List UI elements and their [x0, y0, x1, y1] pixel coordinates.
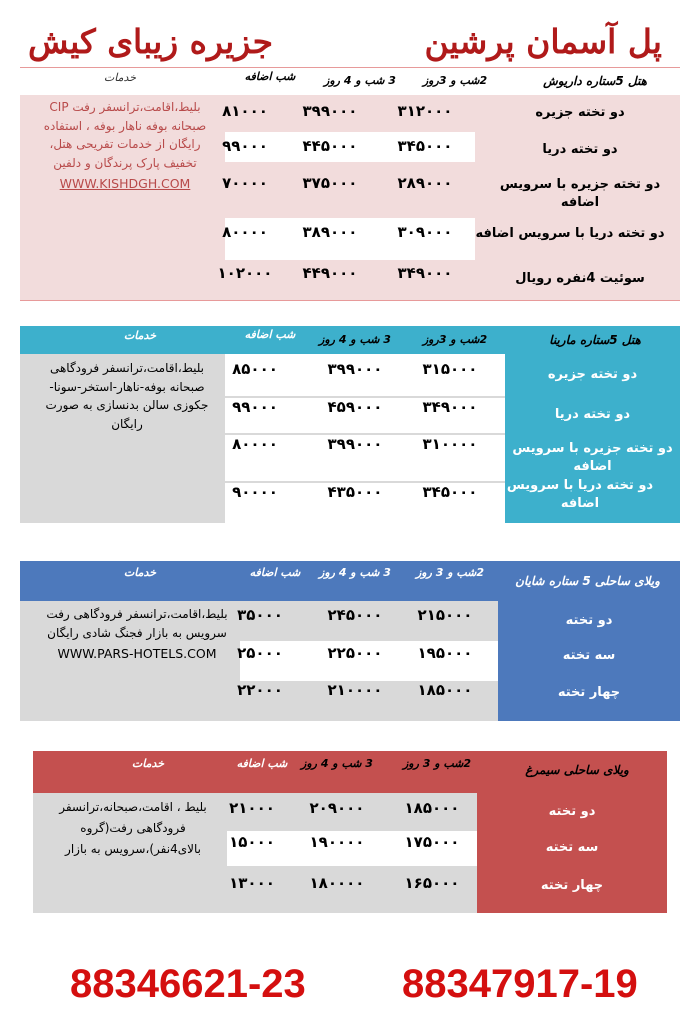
section-header: [20, 561, 680, 601]
table-row: [20, 477, 680, 523]
price-3n4d: ۳۹۹۰۰۰: [327, 360, 383, 378]
header-hotel: ویلای ساحلی سیمرغ: [525, 763, 629, 777]
section-header: [20, 68, 680, 94]
header-col2: 3 شب و 4 روز: [324, 74, 396, 87]
price-2n3d: ۳۱۵۰۰۰: [422, 360, 478, 378]
row-name: دو تخته: [548, 803, 596, 819]
price-2n3d: ۳۴۹۰۰۰: [397, 264, 453, 282]
header-col1: 2شب و 3 روز: [415, 566, 485, 579]
price-3n4d: ۴۳۵۰۰۰: [327, 483, 383, 501]
row-name: دو تخته دریا: [542, 142, 618, 158]
row-name: دو تخته جزیره: [535, 105, 625, 121]
price-extra-night: ۳۵۰۰۰: [237, 606, 283, 624]
section-simorgh: [33, 751, 667, 913]
price-2n3d: ۳۴۹۰۰۰: [422, 398, 478, 416]
row-name: دو تخته جزیره با سرویس اضافه: [512, 440, 673, 474]
section-shayan: [20, 561, 680, 721]
row-name: سوئیت 4نفره رویال: [515, 270, 645, 286]
price-extra-night: ۷۰۰۰۰: [222, 174, 268, 192]
price-extra-night: ۸۱۰۰۰: [222, 102, 268, 120]
price-extra-night: ۹۰۰۰۰: [232, 483, 278, 501]
header-hotel: هتل 5ستاره داریوش: [543, 74, 647, 88]
table-row: [20, 681, 680, 721]
section-marina: [20, 326, 680, 523]
price-2n3d: ۱۷۵۰۰۰: [404, 833, 460, 851]
page-title-right: پل آسمان پرشین: [424, 22, 662, 61]
row-name: دو تخته: [565, 612, 613, 628]
price-2n3d: ۳۱۰۰۰۰: [422, 435, 478, 453]
row-name: دو تخته جزیره با سرویس اضافه: [499, 176, 661, 210]
price-3n4d: ۴۴۵۰۰۰: [302, 137, 358, 155]
price-3n4d: ۱۹۰۰۰۰: [309, 833, 365, 851]
row-name: دو تخته دریا: [554, 407, 631, 423]
price-extra-night: ۸۰۰۰۰: [222, 223, 268, 241]
header-col1: 2شب و 3 روز: [402, 757, 472, 770]
header-hotel: ویلای ساحلی 5 ستاره شایان: [515, 574, 660, 588]
price-2n3d: ۲۱۵۰۰۰: [417, 606, 473, 624]
row-name: چهار تخته: [540, 877, 604, 893]
price-3n4d: ۴۴۹۰۰۰: [302, 264, 358, 282]
header-services: خدمات: [123, 329, 157, 342]
section-dariush: [20, 67, 680, 301]
header-col2: 3 شب و 4 روز: [319, 333, 391, 346]
price-2n3d: ۲۸۹۰۰۰: [397, 174, 453, 192]
price-3n4d: ۳۸۹۰۰۰: [302, 223, 358, 241]
phone-left[interactable]: 88346621-23: [70, 962, 306, 1006]
table-row: [20, 259, 680, 299]
price-3n4d: ۲۰۹۰۰۰: [309, 799, 365, 817]
price-2n3d: ۳۴۵۰۰۰: [397, 137, 453, 155]
price-extra-night: ۲۲۰۰۰: [237, 681, 283, 699]
row-name: سه تخته: [545, 840, 599, 856]
header-hotel: هتل 5ستاره مارینا: [549, 333, 641, 347]
price-2n3d: ۳۰۹۰۰۰: [397, 223, 453, 241]
header-col3: شب اضافه: [236, 757, 288, 770]
phone-right[interactable]: 88347917-19: [402, 962, 638, 1006]
price-extra-night: ۱۳۰۰۰: [229, 874, 275, 892]
price-3n4d: ۲۱۰۰۰۰: [327, 681, 383, 699]
services-text: [35, 98, 215, 194]
services-description: بلیط،اقامت،ترانسفر فرودگاهی صبحانه بوفه-ناهار-استخر-سونا-جکوزی سالن بدنسازی به صورت رایگان: [45, 361, 209, 431]
services-text: [32, 359, 222, 433]
price-3n4d: ۲۲۵۰۰۰: [327, 644, 383, 662]
price-extra-night: ۲۱۰۰۰: [229, 799, 275, 817]
header-services: خدمات: [131, 757, 165, 770]
header-col3: شب اضافه: [249, 566, 301, 579]
price-3n4d: ۳۹۹۰۰۰: [302, 102, 358, 120]
price-extra-night: ۸۵۰۰۰: [232, 360, 278, 378]
table-row: [20, 219, 680, 259]
header-services: خدمات: [123, 566, 157, 579]
table-row: [33, 866, 667, 913]
price-3n4d: ۳۷۵۰۰۰: [302, 174, 358, 192]
header-col1: 2شب و 3روز: [422, 333, 488, 346]
price-2n3d: ۳۴۵۰۰۰: [422, 483, 478, 501]
header-col3: شب اضافه: [244, 70, 296, 83]
header-col2: 3 شب و 4 روز: [319, 566, 391, 579]
services-website[interactable]: WWW.KISHDGH.COM: [59, 176, 191, 192]
section-header: [20, 326, 680, 354]
row-name: چهار تخته: [557, 684, 621, 700]
price-3n4d: ۱۸۰۰۰۰: [309, 874, 365, 892]
price-2n3d: ۱۸۵۰۰۰: [404, 799, 460, 817]
services-website[interactable]: WWW.PARS-HOTELS.COM: [57, 646, 217, 662]
price-3n4d: ۲۴۵۰۰۰: [327, 606, 383, 624]
header-services: خدمات: [103, 71, 137, 84]
price-2n3d: ۱۶۵۰۰۰: [404, 874, 460, 892]
services-text: [32, 605, 242, 664]
header-col2: 3 شب و 4 روز: [301, 757, 373, 770]
header-col3: شب اضافه: [244, 328, 296, 341]
header-col1: 2شب و 3روز: [422, 74, 488, 87]
section-header: [33, 751, 667, 793]
price-3n4d: ۴۵۹۰۰۰: [327, 398, 383, 416]
price-extra-night: ۲۵۰۰۰: [237, 644, 283, 662]
row-name: دو تخته جزیره: [547, 366, 638, 382]
price-2n3d: ۱۹۵۰۰۰: [417, 644, 473, 662]
services-description: بلیط،اقامت،ترانسفر فرودگاهی رفت سرویس به بازار فجنگ شادی رایگان: [46, 607, 228, 640]
services-description: بلیط ، اقامت،صبحانه،ترانسفر فرودگاهی رفت(گروه بالای4نفر)،سرویس به بازار: [59, 800, 207, 856]
price-extra-night: ۹۹۰۰۰: [232, 398, 278, 416]
row-name: دو تخته دریا با سرویس اضافه: [475, 225, 665, 241]
price-3n4d: ۳۹۹۰۰۰: [327, 435, 383, 453]
price-2n3d: ۳۱۲۰۰۰: [397, 102, 453, 120]
row-name: سه تخته: [562, 647, 616, 663]
price-extra-night: ۸۰۰۰۰: [232, 435, 278, 453]
page-title-left: جزیره زیبای کیش: [28, 22, 273, 61]
price-extra-night: ۹۹۰۰۰: [222, 137, 268, 155]
price-extra-night: ۱۵۰۰۰: [229, 833, 275, 851]
services-description: بلیط،اقامت،ترانسفر رفت CIP صبحانه بوفه ناهار بوفه ، استفاده رایگان از خدمات تفریحی هتل، تخفیف پارک پرندگان و دلفین: [43, 100, 207, 170]
price-extra-night: ۱۰۲۰۰۰: [217, 264, 273, 282]
price-2n3d: ۱۸۵۰۰۰: [417, 681, 473, 699]
table-row: [20, 435, 680, 481]
services-text: [53, 797, 213, 860]
row-name: دو تخته دریا با سرویس اضافه: [506, 477, 654, 511]
